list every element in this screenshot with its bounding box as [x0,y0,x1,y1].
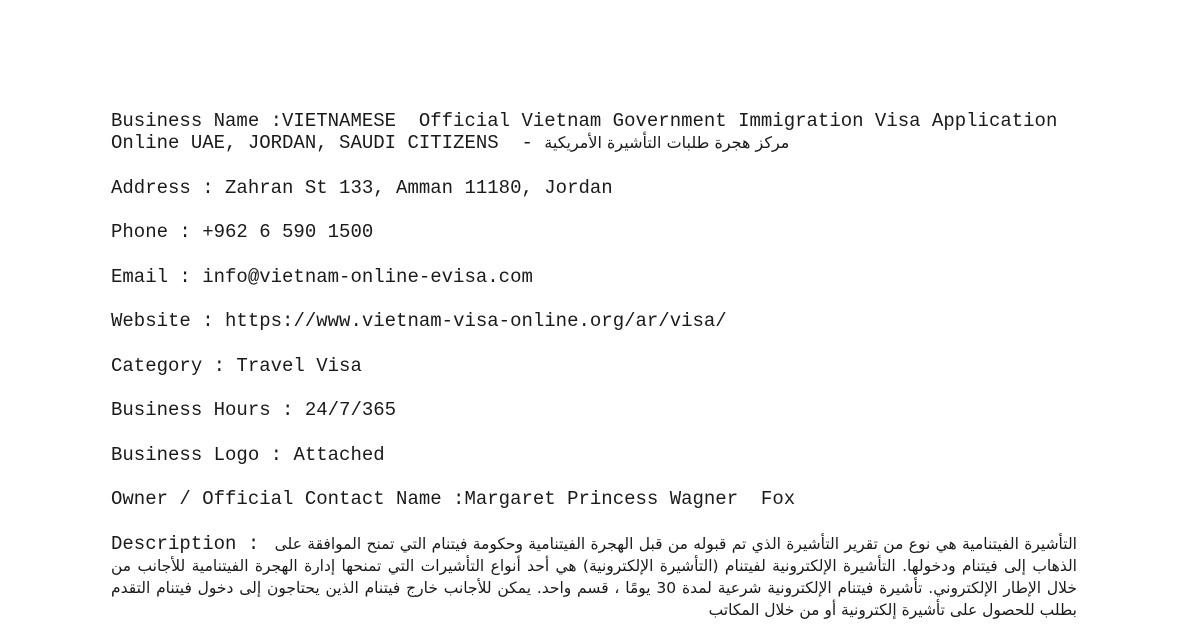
email-label: Email : [111,266,203,288]
owner-label: Owner / Official Contact Name : [111,488,465,510]
business-name-value: VIETNAMESE Official Vietnam Government Immigration Visa Application [282,110,1058,132]
category-line [111,355,362,377]
owner-value: Margaret Princess Wagner Fox [464,488,796,510]
business-logo-line [111,444,385,466]
business-hours-label: Business Hours : [111,399,305,421]
description-label: Description : [111,533,271,555]
phone-label: Phone : [111,221,203,243]
business-logo-label: Business Logo : [111,444,294,466]
website-label: Website : [111,310,226,332]
category-label: Category : [111,355,237,377]
business-name-arabic: مركز هجرة طلبات التأشيرة الأمريكية [544,133,790,152]
business-name-label: Business Name : [111,110,283,132]
category-value: Travel Visa [236,355,362,377]
website-value: https://www.vietnam-visa-online.org/ar/visa/ [225,310,727,332]
business-name-value-continued: Online UAE, JORDAN, SAUDI CITIZENS - [111,132,545,154]
owner-line [111,488,795,510]
business-name-line-1 [111,110,1057,132]
email-line [111,266,533,288]
business-logo-value: Attached [293,444,385,466]
business-name-line-2 [111,132,789,154]
phone-value: +962 6 590 1500 [202,221,374,243]
description-text: التأشيرة الفيتنامية هي نوع من تقرير التأشيرة الذي تم قبوله من قبل الهجرة الفيتنامية وحكومة فيتنام التي تمنح الموافقة على الذهاب إلى فيتنام ودخولها. التأشيرة الإلكترونية لفيتنام (التأشيرة الإلكترونية) هي أحد أنواع التأشيرات التي تمنحها إدارة الهجرة الفيتنامية للأجانب من خلال الإطار الإلكتروني. تأشيرة فيتنام الإلكترونية شرعية لمدة 30 يومًا ، قسم واحد. يمكن للأجانب خارج فيتنام الذين يحتاجون إلى دخول فيتنام التقدم بطلب للحصول على تأشيرة إلكترونية أو من خلال المكاتب [111,535,1078,619]
business-hours-line [111,399,396,421]
business-hours-value: 24/7/365 [304,399,397,421]
address-value: Zahran St 133, Amman 11180, Jordan [225,177,613,199]
address-label: Address : [111,177,226,199]
email-value: info@vietnam-online-evisa.com [202,266,533,288]
phone-line [111,221,373,243]
address-line [111,177,613,199]
website-line [111,310,727,332]
